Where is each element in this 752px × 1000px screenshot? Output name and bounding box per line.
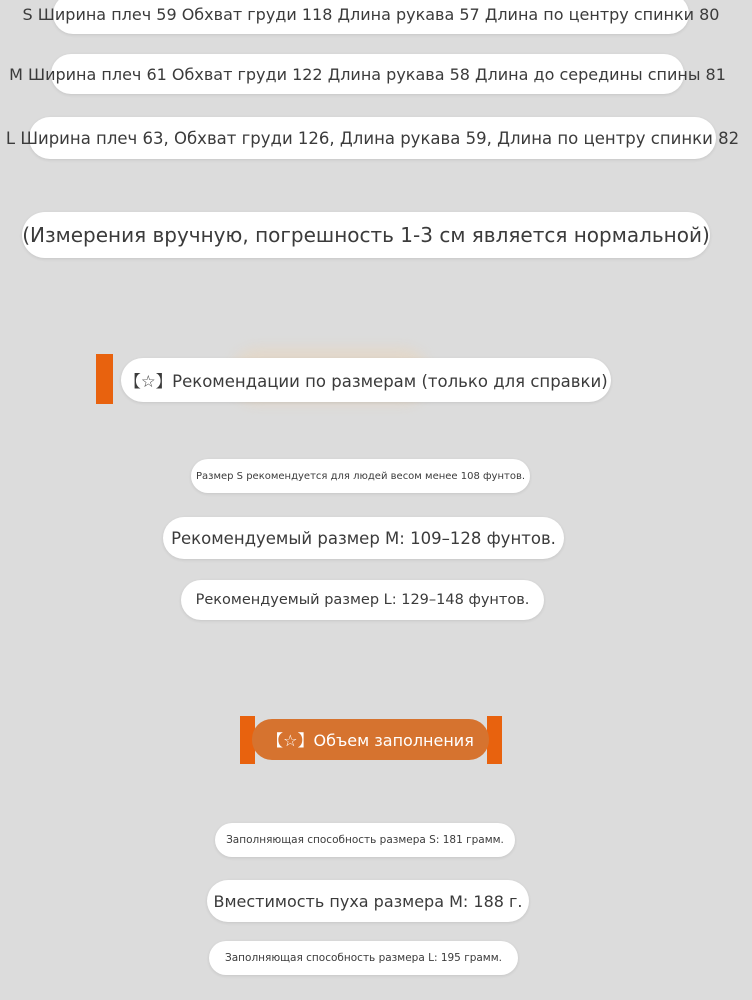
fill-volume-heading-text: 【☆】Объем заполнения — [267, 731, 474, 750]
size-s-measurements-text: S Ширина плеч 59 Обхват груди 118 Длина рукава 57 Длина по центру спинки 80 — [22, 4, 720, 24]
recommendation-l-text: Рекомендуемый размер L: 129–148 фунтов. — [195, 592, 530, 608]
fill-s — [215, 823, 515, 857]
recommendation-m — [163, 517, 564, 559]
fill-heading-right-bar — [487, 716, 502, 764]
fill-l — [209, 941, 518, 975]
recommendation-s — [191, 459, 530, 493]
recommendation-l — [181, 580, 544, 620]
fill-s-text: Заполняющая способность размера S: 181 грамм. — [226, 834, 504, 846]
size-l-measurements — [5, 117, 740, 159]
recommendation-m-text: Рекомендуемый размер M: 109–128 фунтов. — [171, 528, 556, 548]
size-s-measurements — [22, 0, 720, 34]
recommendation-s-text: Размер S рекомендуется для людей весом менее 108 фунтов. — [195, 470, 526, 482]
size-recommendations-heading — [121, 358, 611, 402]
fill-m — [207, 880, 529, 922]
fill-m-text: Вместимость пуха размера M: 188 г. — [213, 891, 523, 911]
fill-l-text: Заполняющая способность размера L: 195 грамм. — [224, 952, 502, 964]
fill-volume-heading — [252, 719, 489, 760]
size-l-measurements-text: L Ширина плеч 63, Обхват груди 126, Длина рукава 59, Длина по центру спинки 82 — [5, 128, 740, 148]
size-recommendations-heading-text: 【☆】Рекомендации по размерам (только для справки) — [124, 372, 608, 391]
measurement-note-text: (Измерения вручную, погрешность 1-3 см является нормальной) — [22, 223, 710, 247]
size-m-measurements-text: M Ширина плеч 61 Обхват груди 122 Длина рукава 58 Длина до середины спины 81 — [9, 64, 726, 84]
measurement-note — [22, 212, 710, 258]
size-m-measurements — [9, 54, 726, 94]
heading-accent-bar — [96, 354, 113, 404]
